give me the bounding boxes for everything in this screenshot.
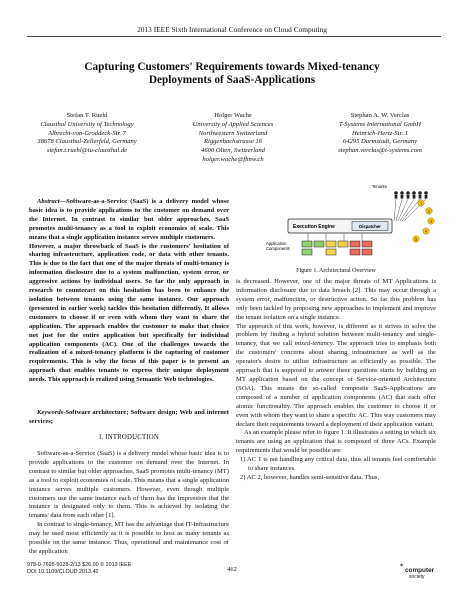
author-affiliation: T-Systems International GmbH (339, 120, 421, 128)
author-city: 64295 Darmstadt, Germany (342, 138, 418, 146)
author-city: 4600 Olten, Switzerland (201, 147, 265, 155)
conference-header: 2013 IEEE Sixth International Conference on Cloud Computing (137, 25, 327, 34)
title-line-1: Capturing Customers' Requirements towards Mixed-tenancy (84, 61, 380, 73)
keywords-label: Keywords (37, 409, 64, 416)
paper-title (40, 61, 424, 87)
keywords (29, 409, 229, 427)
title-line-2: Deployments of SaaS-Applications (148, 74, 316, 86)
author-email[interactable]: holger.wache@fhnw.ch (202, 155, 264, 163)
footer-doi: DOI 10.1109/CLOUD.2013.42 (27, 569, 99, 575)
logo-ieee-mark: ◆ (400, 562, 404, 567)
application-components-label: Application (266, 241, 287, 246)
author-email[interactable]: stephan.verclas@t-systems.com (338, 147, 422, 155)
author-name: Holger Wache (214, 112, 252, 119)
author-affiliation-2: Northwestern Switzerland (198, 129, 268, 137)
author-address: Albrecht-von-Groddeck-Str. 7 (48, 129, 126, 137)
author-city: 38678 Clausthal-Zellerfeld, Germany (37, 138, 137, 146)
right-column-text (236, 278, 436, 483)
author-name: Stephan A. W. Verclas (350, 112, 410, 119)
mixed-tenancy-term: mixed-tenancy (294, 340, 333, 348)
author-affiliation: University of Applied Sciences (192, 120, 274, 128)
badge-number: 1 (419, 201, 423, 206)
figure-caption: Figure 1. Architectural Overview (296, 268, 376, 274)
right-paragraph-2b: . The approach tries to emphasis both the customers' concerns about sharing infrastructure as well as the operator's desire to utilize infrastructure as efficiently as possible. The approach that is supposed to answer these questions starts by building an MT application based on the concept of Service-oriented Architecture (SOA). This means the so-called composite SaaS-Applications are composed of a number of application components (AC) that each offer atomic functionality. The approach enables the customer to choose if or even with whom they want to share a specific AC. This way customers may declare their requirements toward a deployment of their application variant. (236, 340, 436, 428)
badge-number: 2 (427, 209, 431, 214)
tenant-icons (394, 191, 428, 198)
right-paragraph-2a: The approach of this work, however, is different as it strives to solve the problem by finding a hybrid solution between multi-tenancy and single-tenancy, that we call (236, 322, 436, 348)
author-name: Stefan T. Ruehl (66, 112, 108, 119)
author-affiliation: Clausthal University of Technology (40, 120, 134, 128)
right-paragraph-1: is decreased. However, one of the major threats of MT Applications is information disclosure due to data breach [2]. This may occur through a system error, malfunction, or destructive action. So far this problem has only been tackled by proposing new approaches to implement and improve the tenant isolation on a single instance. (236, 278, 436, 321)
logo-text-1: computer (405, 567, 435, 574)
tenants-label: Tenants (372, 184, 387, 189)
badge-number: 5 (414, 237, 418, 242)
badge-number: 3 (429, 219, 433, 224)
intro-paragraph-2: In contrast to single-tenancy, MT has the advantage that IT-Infrastructure may be used most efficiently as it is possible to host as many tenants as possible on the same instance. Thus, operational and maintenance cost of the application (29, 521, 229, 555)
author-email[interactable]: stefan.t.ruehl@tu-clausthal.de (46, 147, 128, 155)
application-components-label-2: Components (266, 246, 290, 251)
abstract-label: Abstract (37, 198, 60, 205)
author-address: Heinrich-Hertz-Str. 1 (351, 129, 409, 137)
keywords-text: -Software architecture; Software design; Web and internet services; (29, 409, 229, 425)
logo-text-2: society (409, 574, 425, 580)
dispatcher-label: Dispatcher (359, 223, 381, 229)
author-block-3 (306, 112, 454, 156)
section-heading: I. INTRODUCTION (98, 434, 159, 441)
list-item: 2) AC 2, however, handles semi-sensitive data. Thus, (240, 473, 380, 481)
execution-engine-label: Execution Engine (293, 224, 335, 230)
architecture-figure (266, 181, 438, 263)
abstract (29, 198, 229, 385)
author-block-1 (16, 112, 158, 156)
header-rule (27, 36, 441, 37)
page-number: 462 (227, 566, 237, 573)
abstract-paragraph-2: However, a major throwback of SaaS is the customers' hesitation of sharing infrastructure, application code, or data with other tenants. This is due to the fact that one of the major threats of multi-tenancy is information disclosure due to a system malfunction, system error, or aggressive actions by individual users. So far the only approach in research to counteract on this hesitation has been to enhance the isolation between tenants using the same instance. Our approach (presented in earlier work) tackles this hesitation differently. It allows customers to choose if or even with whom they want to share the application. The approach enables the customer to make that choice not just for the entire application but specifically for individual application components (AC). One of the challenges towards the realization of a mixed-tenancy platform is the capturing of customer requirements. This is why the focus of this paper is to present an approach that enables tenants to express their unique deployment needs. This approach is realized using Semantic Web technologies. (29, 242, 229, 384)
author-block-2 (162, 112, 304, 165)
intro-paragraph-1: Software-as-a-Service (SaaS) is a delivery model whose basic idea is to provide applications to the customer on demand over the Internet. In contrast to similar but older approaches, SaaS promotes multi-tenancy (MT) as a tool to exploit economies of scale. This means that a single application instance serves multiple customers. However, even though multiple customers use the same instance each of them has the impression that the instance is designated only to them. This is achieved by isolating the tenants' data from each other [1]. (29, 450, 229, 520)
abstract-paragraph-1: —Software-as-a-Service (SaaS) is a delivery model whose basic idea is to provide applications to the customer on demand over the Internet. In contrast to similar but older approaches, SaaS promotes multi-tenancy as a tool to exploit economies of scale. This means that a single application instance serves multiple customers. (29, 198, 229, 241)
list-item: 1) AC 1 is not handling any critical data, thus all tenants feel comfortable to share instances. (240, 456, 436, 473)
author-address: Riggenbachstrasse 16 (203, 138, 263, 146)
component-instances (302, 241, 372, 255)
right-paragraph-3: As an example please refer to figure 1. It illustrates a setting in which six tenants are using an application that is composed of three ACs. Example requirements that would be possible are: (236, 429, 436, 455)
footer-isbn: 978-0-7695-5028-2/13 $26.00 © 2013 IEEE (27, 562, 132, 568)
badge-number: 4 (424, 229, 428, 234)
computer-society-logo (399, 558, 435, 582)
introduction-text (29, 450, 229, 557)
